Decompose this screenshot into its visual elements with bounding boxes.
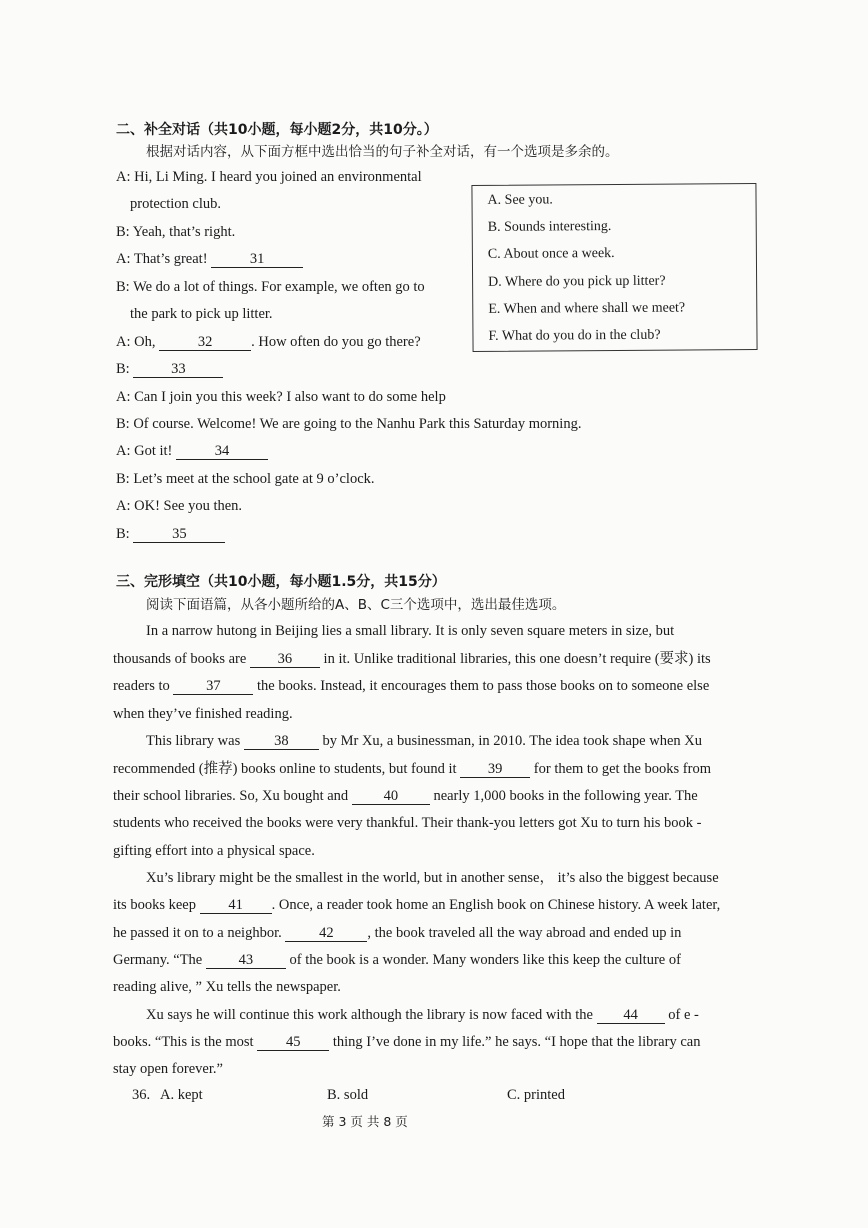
passage-line: Xu says he will continue this work although the library is now faced with the 44 of e - bbox=[146, 1007, 699, 1023]
blank-34: 34 bbox=[176, 443, 268, 460]
option-d: D. Where do you pick up litter? bbox=[488, 273, 666, 290]
option-b: B. Sounds interesting. bbox=[487, 219, 612, 235]
option-f: F. What do you do in the club? bbox=[488, 327, 661, 344]
dialogue-line: B: Of course. Welcome! We are going to the Nanhu Park this Saturday morning. bbox=[116, 416, 582, 432]
blank-39: 39 bbox=[460, 761, 530, 778]
section3-instruction: 阅读下面语篇，从各小题所给的A、B、C三个选项中，选出最佳选项。 bbox=[146, 597, 566, 613]
passage-line: This library was 38 by Mr Xu, a businessman, in 2010. The idea took shape when Xu bbox=[146, 733, 702, 749]
passage-line: their school libraries. So, Xu bought and 40 nearly 1,000 books in the following year. The bbox=[113, 788, 698, 804]
dialogue-line: protection club. bbox=[130, 196, 222, 212]
blank-33: 33 bbox=[133, 361, 223, 378]
dialogue-line: A: Got it! 34 bbox=[116, 441, 268, 461]
passage-line: books. “This is the most 45 thing I’ve done in my life.” he says. “I hope that the library can bbox=[113, 1034, 701, 1050]
passage-line: recommended (推荐) books online to students, but found it 39 for them to get the books from bbox=[113, 761, 711, 777]
blank-35: 35 bbox=[133, 526, 225, 543]
dialogue-line: B: Yeah, that’s right. bbox=[116, 224, 236, 240]
blank-37: 37 bbox=[173, 678, 253, 695]
passage-line: readers to 37 the books. Instead, it encourages them to pass those books on to someone else bbox=[113, 678, 710, 694]
dialogue-line: B: 33 bbox=[116, 359, 223, 379]
blank-43: 43 bbox=[206, 952, 286, 969]
blank-31: 31 bbox=[211, 251, 303, 268]
passage-line: students who received the books were very thankful. Their thank-you letters got Xu to turn his book - bbox=[113, 815, 702, 831]
blank-42: 42 bbox=[285, 925, 367, 942]
dialogue-line: the park to pick up litter. bbox=[130, 306, 273, 322]
dialogue-line: B: Let’s meet at the school gate at 9 o’clock. bbox=[116, 471, 375, 487]
blank-32: 32 bbox=[159, 334, 251, 351]
option-c: C. About once a week. bbox=[487, 245, 615, 262]
blank-40: 40 bbox=[352, 788, 430, 805]
dialogue-line: A: Can I join you this week? I also want to do some help bbox=[116, 389, 446, 405]
question-36-option-b: B. sold bbox=[327, 1087, 369, 1103]
passage-line: he passed it on to a neighbor. 42 , the book traveled all the way abroad and ended up in bbox=[113, 925, 682, 941]
dialogue-line: A: Hi, Li Ming. I heard you joined an environmental bbox=[116, 169, 422, 185]
option-a: A. See you. bbox=[487, 192, 553, 208]
passage-line: thousands of books are 36 in it. Unlike traditional libraries, this one doesn’t require (要求) its bbox=[113, 651, 711, 667]
dialogue-line: A: Oh, 32 . How often do you go there? bbox=[116, 334, 421, 350]
dialogue-line: B: We do a lot of things. For example, we often go to bbox=[116, 279, 425, 295]
passage-line: In a narrow hutong in Beijing lies a small library. It is only seven square meters in size, but bbox=[146, 623, 675, 639]
section2-instruction: 根据对话内容，从下面方框中选出恰当的句子补全对话，有一个选项是多余的。 bbox=[146, 144, 619, 160]
passage-line: its books keep 41 . Once, a reader took home an English book on Chinese history. A week later, bbox=[113, 897, 721, 913]
passage-line: reading alive, ” Xu tells the newspaper. bbox=[113, 979, 341, 995]
section2-heading: 二、补全对话（共10小题，每小题2分，共10分。） bbox=[116, 122, 438, 138]
passage-line: Germany. “The 43 of the book is a wonder. Many wonders like this keep the culture of bbox=[113, 952, 681, 968]
section3-heading: 三、完形填空（共10小题，每小题1.5分，共15分） bbox=[116, 574, 446, 590]
option-e: E. When and where shall we meet? bbox=[488, 300, 686, 317]
blank-45: 45 bbox=[257, 1034, 329, 1051]
question-36-option-c: C. printed bbox=[507, 1087, 565, 1103]
options-box bbox=[471, 183, 757, 352]
blank-44: 44 bbox=[597, 1007, 665, 1024]
dialogue-line: B: 35 bbox=[116, 524, 225, 544]
dialogue-line: A: OK! See you then. bbox=[116, 498, 243, 514]
blank-38: 38 bbox=[244, 733, 319, 750]
question-36-option-a: A. kept bbox=[160, 1087, 203, 1103]
passage-line: stay open forever.” bbox=[113, 1061, 223, 1077]
passage-line: Xu’s library might be the smallest in the world, but in another sense， it’s also the biggest because bbox=[146, 870, 719, 886]
blank-36: 36 bbox=[250, 651, 320, 668]
passage-line: when they’ve finished reading. bbox=[113, 706, 293, 722]
question-36-number: 36. bbox=[132, 1087, 151, 1103]
dialogue-line: A: That’s great! 31 bbox=[116, 249, 303, 269]
passage-line: gifting effort into a physical space. bbox=[113, 843, 315, 859]
blank-41: 41 bbox=[200, 897, 272, 914]
page-footer: 第 3 页 共 8 页 bbox=[322, 1114, 408, 1129]
